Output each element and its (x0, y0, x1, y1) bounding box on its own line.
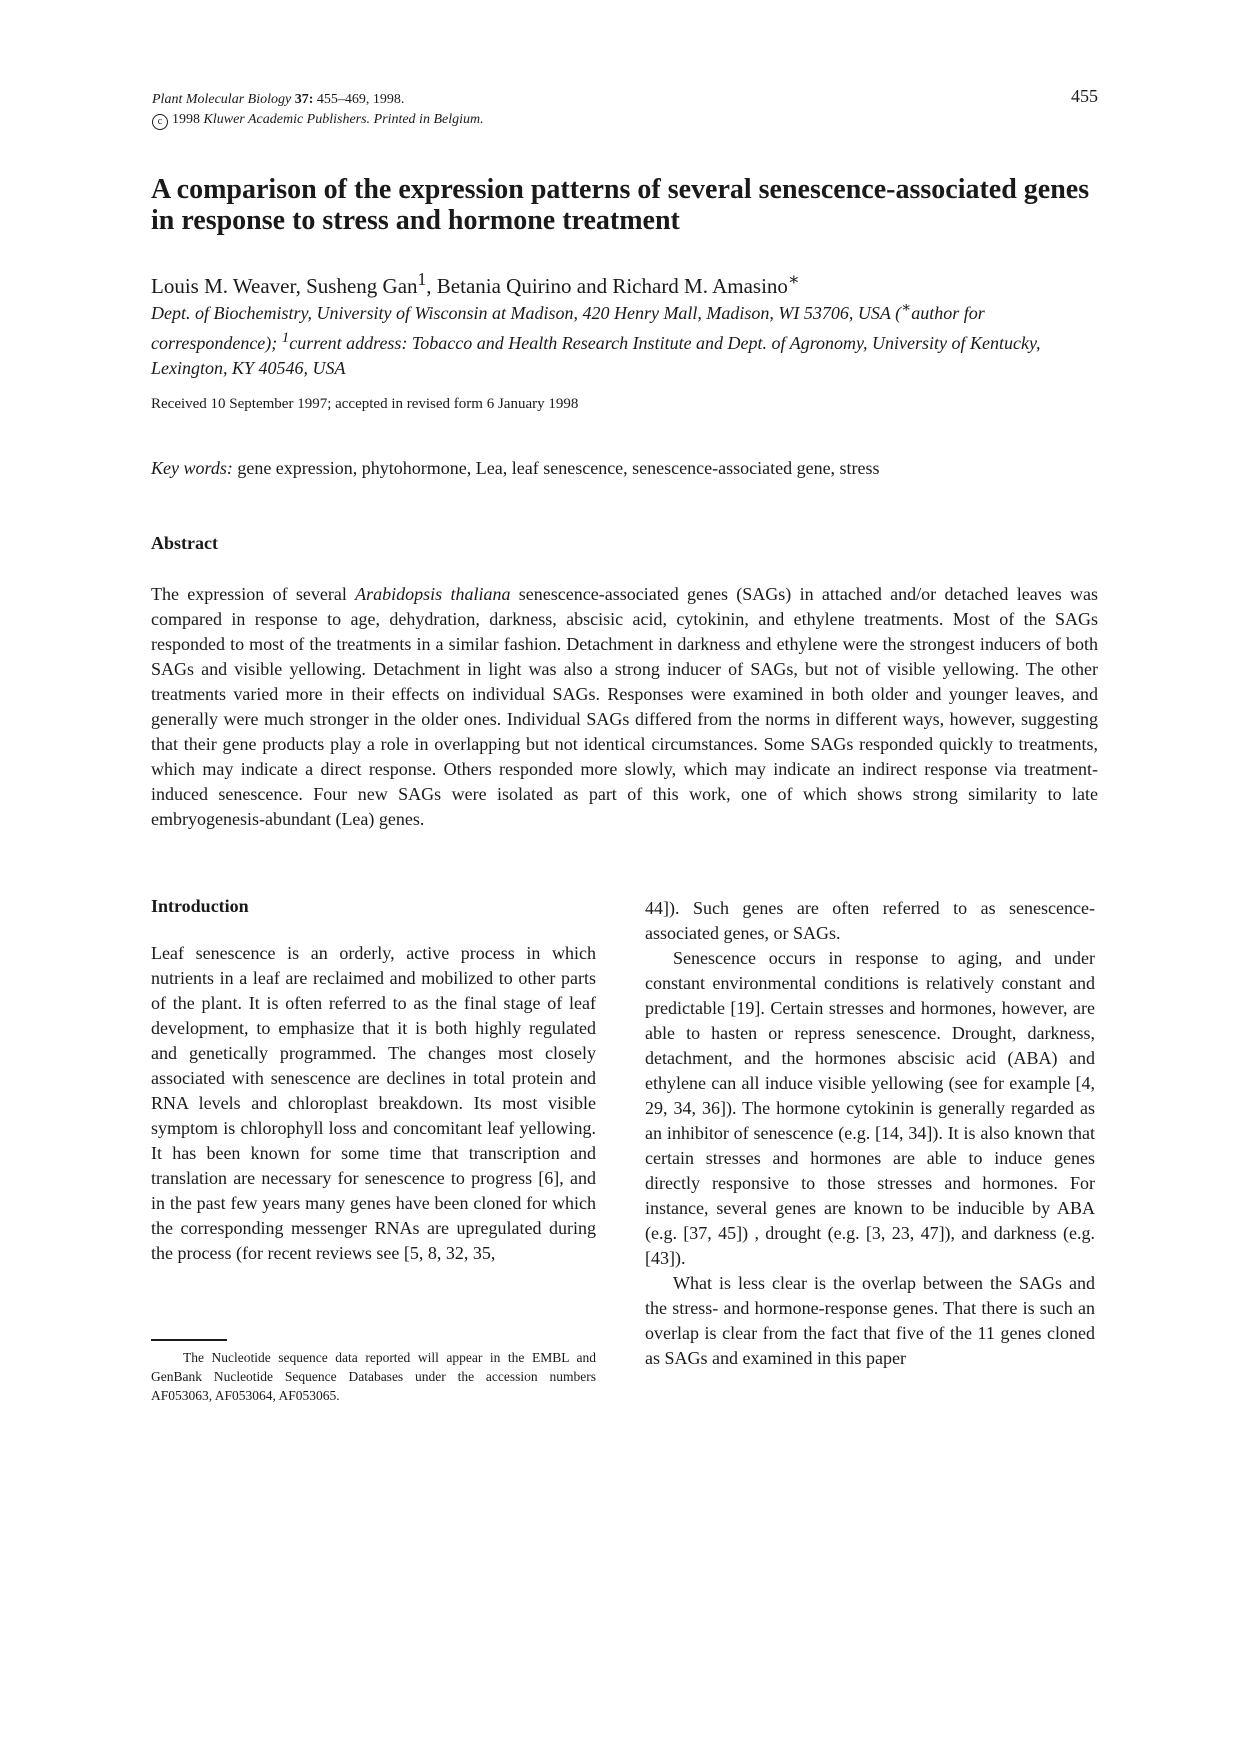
article-title: A comparison of the expression patterns of several senescence-associated genes in response to stress and hormone treatment (151, 174, 1090, 236)
abstract-post: senescence-associated genes (SAGs) in attached and/or detached leaves was compared in response to age, dehydration, darkness, abscisic acid, cytokinin, and ethylene treatments. Most of the SAGs responded to most of the treatments in a similar fashion. Detachment in darkness and ethylene were the strongest inducers of both SAGs and visible yellowing. Detachment in light was also a strong inducer of SAGs, but not of visible yellowing. The other treatments varied more in their effects on individual SAGs. Responses were examined in both older and younger leaves, and generally were much stronger in the older ones. Individual SAGs differed from the norms in different ways, however, suggesting that their gene products play a role in overlapping but not identical circumstances. Some SAGs responded quickly to treatments, which may indicate a direct response. Others responded more slowly, which may indicate an indirect response via treatment-induced senescence. Four new SAGs were isolated as part of this work, one of which shows strong similarity to late embryogenesis-abundant (Lea) genes. (151, 584, 1098, 829)
journal-name: Plant Molecular Biology (152, 92, 292, 107)
abstract-pre: The expression of several (151, 584, 356, 604)
author-footnote-mark-1: 1 (417, 269, 427, 289)
publisher-name: Kluwer Academic Publishers. (203, 112, 371, 127)
abstract-heading: Abstract (151, 533, 218, 553)
affiliation-star: ∗ (901, 300, 912, 316)
affiliation-mark-1: 1 (281, 330, 290, 346)
affiliation-part-1: Dept. of Biochemistry, University of Wisconsin at Madison, 420 Henry Mall, Madison, WI 53706, USA ( (151, 303, 902, 323)
received-dates: Received 10 September 1997; accepted in revised form 6 January 1998 (151, 396, 579, 412)
journal-citation (152, 90, 484, 110)
intro-paragraph-3: What is less clear is the overlap between the SAGs and the stress- and hormone-response genes. That there is such an overlap is clear from the fact that five of the 11 genes cloned as SAGs and examined in this paper (645, 1273, 1095, 1368)
affiliation-part-2: author for correspondence); (151, 303, 985, 353)
abstract-text (151, 582, 1098, 832)
journal-volume: 37: (294, 92, 314, 107)
keywords (151, 458, 880, 479)
species-name: Arabidopsis thaliana (355, 584, 511, 604)
copyright-icon: c (152, 114, 168, 130)
intro-paragraph-1: Leaf senescence is an orderly, active process in which nutrients in a leaf are reclaimed and mobilized to other parts of the plant. It is often referred to as the final stage of leaf development, to emphasize that it is both highly regulated and genetically programmed. The changes most closely associated with senescence are declines in total protein and RNA levels and chloroplast breakdown. Its most visible symptom is chlorophyll loss and concomitant leaf yellowing. It has been known for some time that transcription and translation are necessary for senescence to progress [6], and in the past few years many genes have been cloned for which the corresponding messenger RNAs are upregulated during the process (for recent reviews see [5, 8, 32, 35, (151, 943, 596, 1263)
left-column (151, 896, 596, 1266)
page-number: 455 (1071, 86, 1098, 106)
footnote-text: The Nucleotide sequence data reported will appear in the EMBL and GenBank Nucleotide Sequence Databases under the accession numbers AF053063, AF053064, AF053065. (151, 1350, 596, 1403)
journal-header (152, 90, 484, 130)
affiliation-part-3: current address: Tobacco and Health Research Institute and Dept. of Agronomy, University of Kentucky, Lexington, KY 40546, USA (151, 333, 1041, 378)
corresponding-author-mark: ∗ (787, 269, 800, 289)
author-list (151, 266, 800, 299)
keywords-label: Key words: (151, 458, 233, 478)
authors-part-2: , Betania Quirino and Richard M. Amasino (426, 274, 788, 298)
affiliation (151, 296, 1101, 381)
authors-part-1: Louis M. Weaver, Susheng Gan (151, 274, 418, 298)
keywords-text: gene expression, phytohormone, Lea, leaf senescence, senescence-associated gene, stress (232, 458, 880, 478)
journal-pages: 455–469, 1998. (316, 92, 405, 107)
footnote-divider (151, 1339, 227, 1341)
intro-paragraph-1-continued: 44]). Such genes are often referred to as senescence-associated genes, or SAGs. (645, 898, 1095, 943)
copyright-line (152, 110, 484, 130)
right-column (645, 896, 1095, 1371)
intro-paragraph-2: Senescence occurs in response to aging, and under constant environmental conditions is relatively constant and predictable [19]. Certain stresses and hormones, however, are able to hasten or repress senescence. Drought, darkness, detachment, and the hormones abscisic acid (ABA) and ethylene can all induce visible yellowing (see for example [4, 29, 34, 36]). The hormone cytokinin is generally regarded as an inhibitor of senescence (e.g. [14, 34]). It is also known that certain stresses and hormones are able to induce genes directly responsive to those stresses and hormones. For instance, several genes are known to be inducible by ABA (e.g. [37, 45]) , drought (e.g. [3, 23, 47]), and darkness (e.g. [43]). (645, 948, 1095, 1268)
printed-location: Printed in Belgium. (373, 112, 484, 127)
introduction-heading: Introduction (151, 896, 249, 916)
copyright-year: 1998 (172, 112, 200, 127)
